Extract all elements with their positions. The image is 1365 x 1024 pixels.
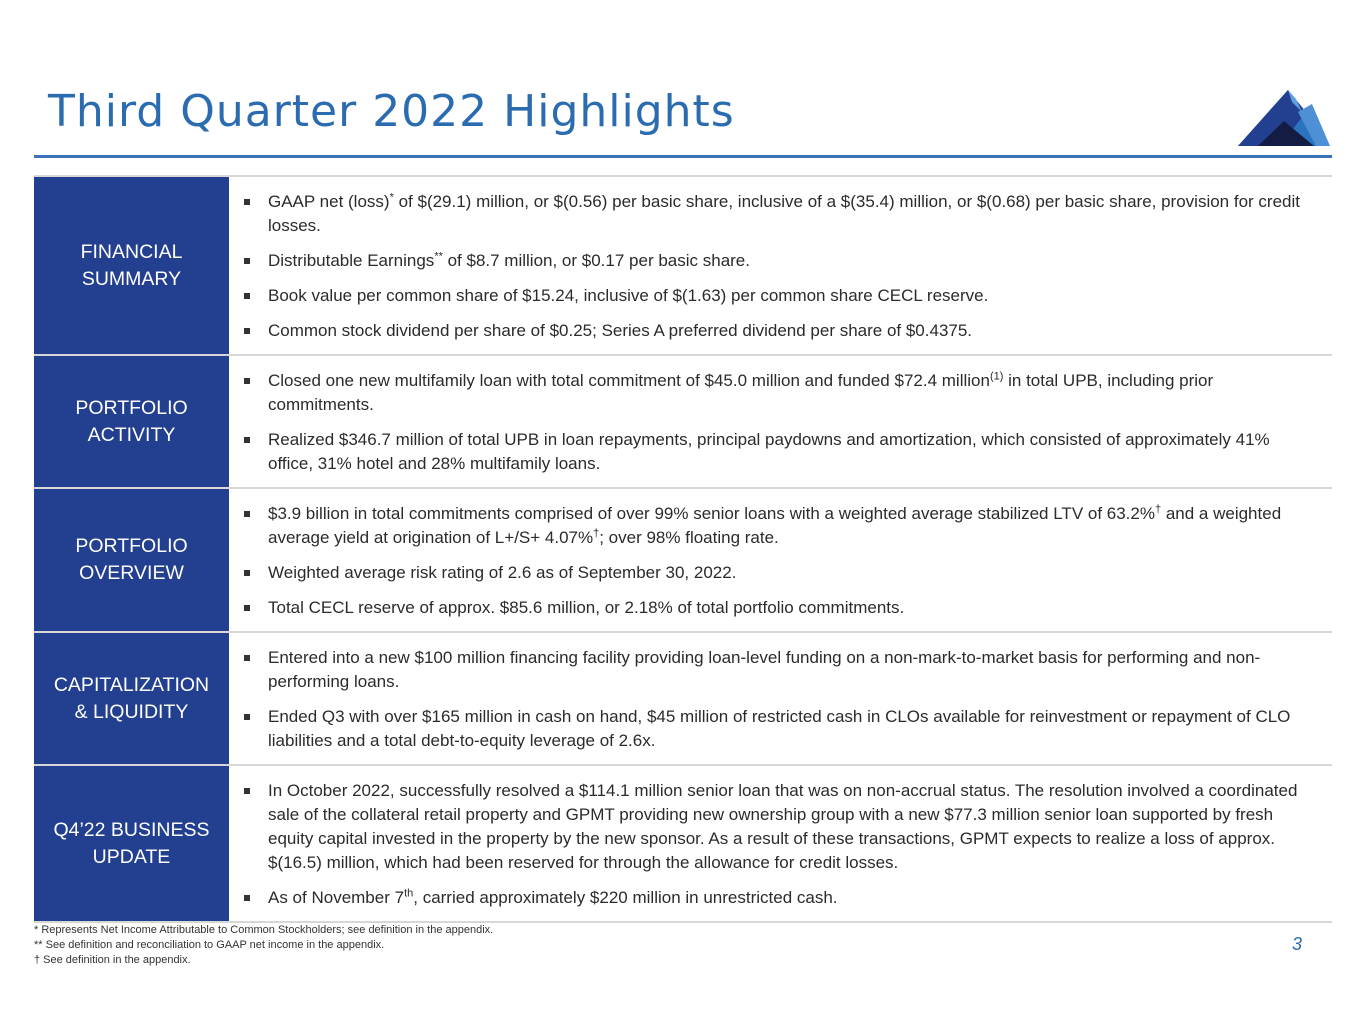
highlight-row [34, 356, 1332, 489]
bullet-text: Total CECL reserve of approx. $85.6 million, or 2.18% of total portfolio commitments. [268, 598, 905, 617]
bullet-item [243, 779, 1314, 875]
bullet-text: of $(29.1) million, or $(0.56) per basic share, inclusive of a $(35.4) million, or $(0.68) per basic share, provision for credit losses. [268, 192, 1300, 235]
bullet-text: In October 2022, successfully resolved a $114.1 million senior loan that was on non-accrual status. The resolution involved a coordinated sale of the collateral retail property and GPMT providing new ownership group with a new $77.3 million senior loan supported by fresh equity capital invested in the property by the new sponsor. As a result of these transactions, GPMT expects to realize a loss of approx. $(16.5) million, which had been reserved for through the allowance for credit losses. [268, 781, 1298, 872]
bullet-item [243, 886, 1314, 910]
bullet-item [243, 369, 1314, 417]
bullet-item [243, 319, 1314, 343]
bullet-text: Book value per common share of $15.24, inclusive of $(1.63) per common share CECL reserve. [268, 286, 989, 305]
bullet-item [243, 284, 1314, 308]
superscript-marker: th [404, 887, 414, 900]
row-content [229, 489, 1332, 631]
bullet-item [243, 705, 1314, 753]
highlight-row [34, 633, 1332, 766]
bullet-text: in total UPB, including prior commitments. [268, 371, 1214, 414]
bullet-text: Entered into a new $100 million financing facility providing loan-level funding on a non-mark-to-market basis for performing and non-performing loans. [268, 648, 1261, 691]
bullet-text: ; over 98% floating rate. [599, 528, 779, 547]
bullet-text: Realized $346.7 million of total UPB in loan repayments, principal paydowns and amortization, which consisted of approximately 41% office, 31% hotel and 28% multifamily loans. [268, 430, 1270, 473]
title-divider [34, 155, 1332, 158]
row-label: Q4’22 BUSINESS UPDATE [34, 766, 229, 921]
bullet-text: Ended Q3 with over $165 million in cash on hand, $45 million of restricted cash in CLOs available for reinvestment or repayment of CLO liabilities and a total debt-to-equity leverage of 2.6x. [268, 707, 1291, 750]
row-label: PORTFOLIO OVERVIEW [34, 489, 229, 631]
highlight-row [34, 489, 1332, 633]
bullet-item [243, 561, 1314, 585]
mountain-logo-icon [1236, 88, 1332, 148]
bullet-text: Weighted average risk rating of 2.6 as of September 30, 2022. [268, 563, 737, 582]
bullet-item [243, 596, 1314, 620]
superscript-marker: ** [434, 250, 443, 263]
bullet-text: GAAP net (loss) [268, 192, 390, 211]
footnotes [34, 923, 493, 968]
bullet-item [243, 646, 1314, 694]
highlight-row [34, 766, 1332, 923]
row-label: CAPITALIZATION & LIQUIDITY [34, 633, 229, 764]
highlight-row [34, 177, 1332, 356]
footnote: ** See definition and reconciliation to GAAP net income in the appendix. [34, 939, 385, 951]
page-number: 3 [1292, 934, 1303, 954]
row-content [229, 177, 1332, 354]
bullet-text: As of November 7 [268, 888, 405, 907]
superscript-marker: (1) [989, 370, 1004, 383]
bullet-item [243, 502, 1314, 550]
footnote: * Represents Net Income Attributable to Common Stockholders; see definition in the appendix. [34, 924, 494, 936]
row-content [229, 356, 1332, 487]
row-label: PORTFOLIO ACTIVITY [34, 356, 229, 487]
bullet-text: $3.9 billion in total commitments comprised of over 99% senior loans with a weighted average stabilized LTV of 63.2% [268, 504, 1155, 523]
row-label: FINANCIAL SUMMARY [34, 177, 229, 354]
bullet-item [243, 428, 1314, 476]
row-content [229, 633, 1332, 764]
bullet-text: Closed one new multifamily loan with total commitment of $45.0 million and funded $72.4 million [268, 371, 990, 390]
row-content [229, 766, 1332, 921]
superscript-marker: † [593, 527, 600, 540]
page-title: Third Quarter 2022 Highlights [48, 86, 735, 137]
highlights-table [34, 175, 1332, 923]
bullet-text: and a weighted average yield at origination of L+/S+ 4.07% [268, 504, 1282, 547]
bullet-text: , carried approximately $220 million in unrestricted cash. [413, 888, 838, 907]
bullet-item [243, 190, 1314, 238]
superscript-marker: † [1154, 503, 1162, 516]
bullet-text: Distributable Earnings [268, 251, 435, 270]
footnote: † See definition in the appendix. [34, 954, 191, 966]
bullet-item [243, 249, 1314, 273]
bullet-text: Common stock dividend per share of $0.25; Series A preferred dividend per share of $0.4375. [268, 321, 973, 340]
superscript-marker: * [389, 191, 394, 204]
bullet-text: of $8.7 million, or $0.17 per basic share. [442, 251, 750, 270]
